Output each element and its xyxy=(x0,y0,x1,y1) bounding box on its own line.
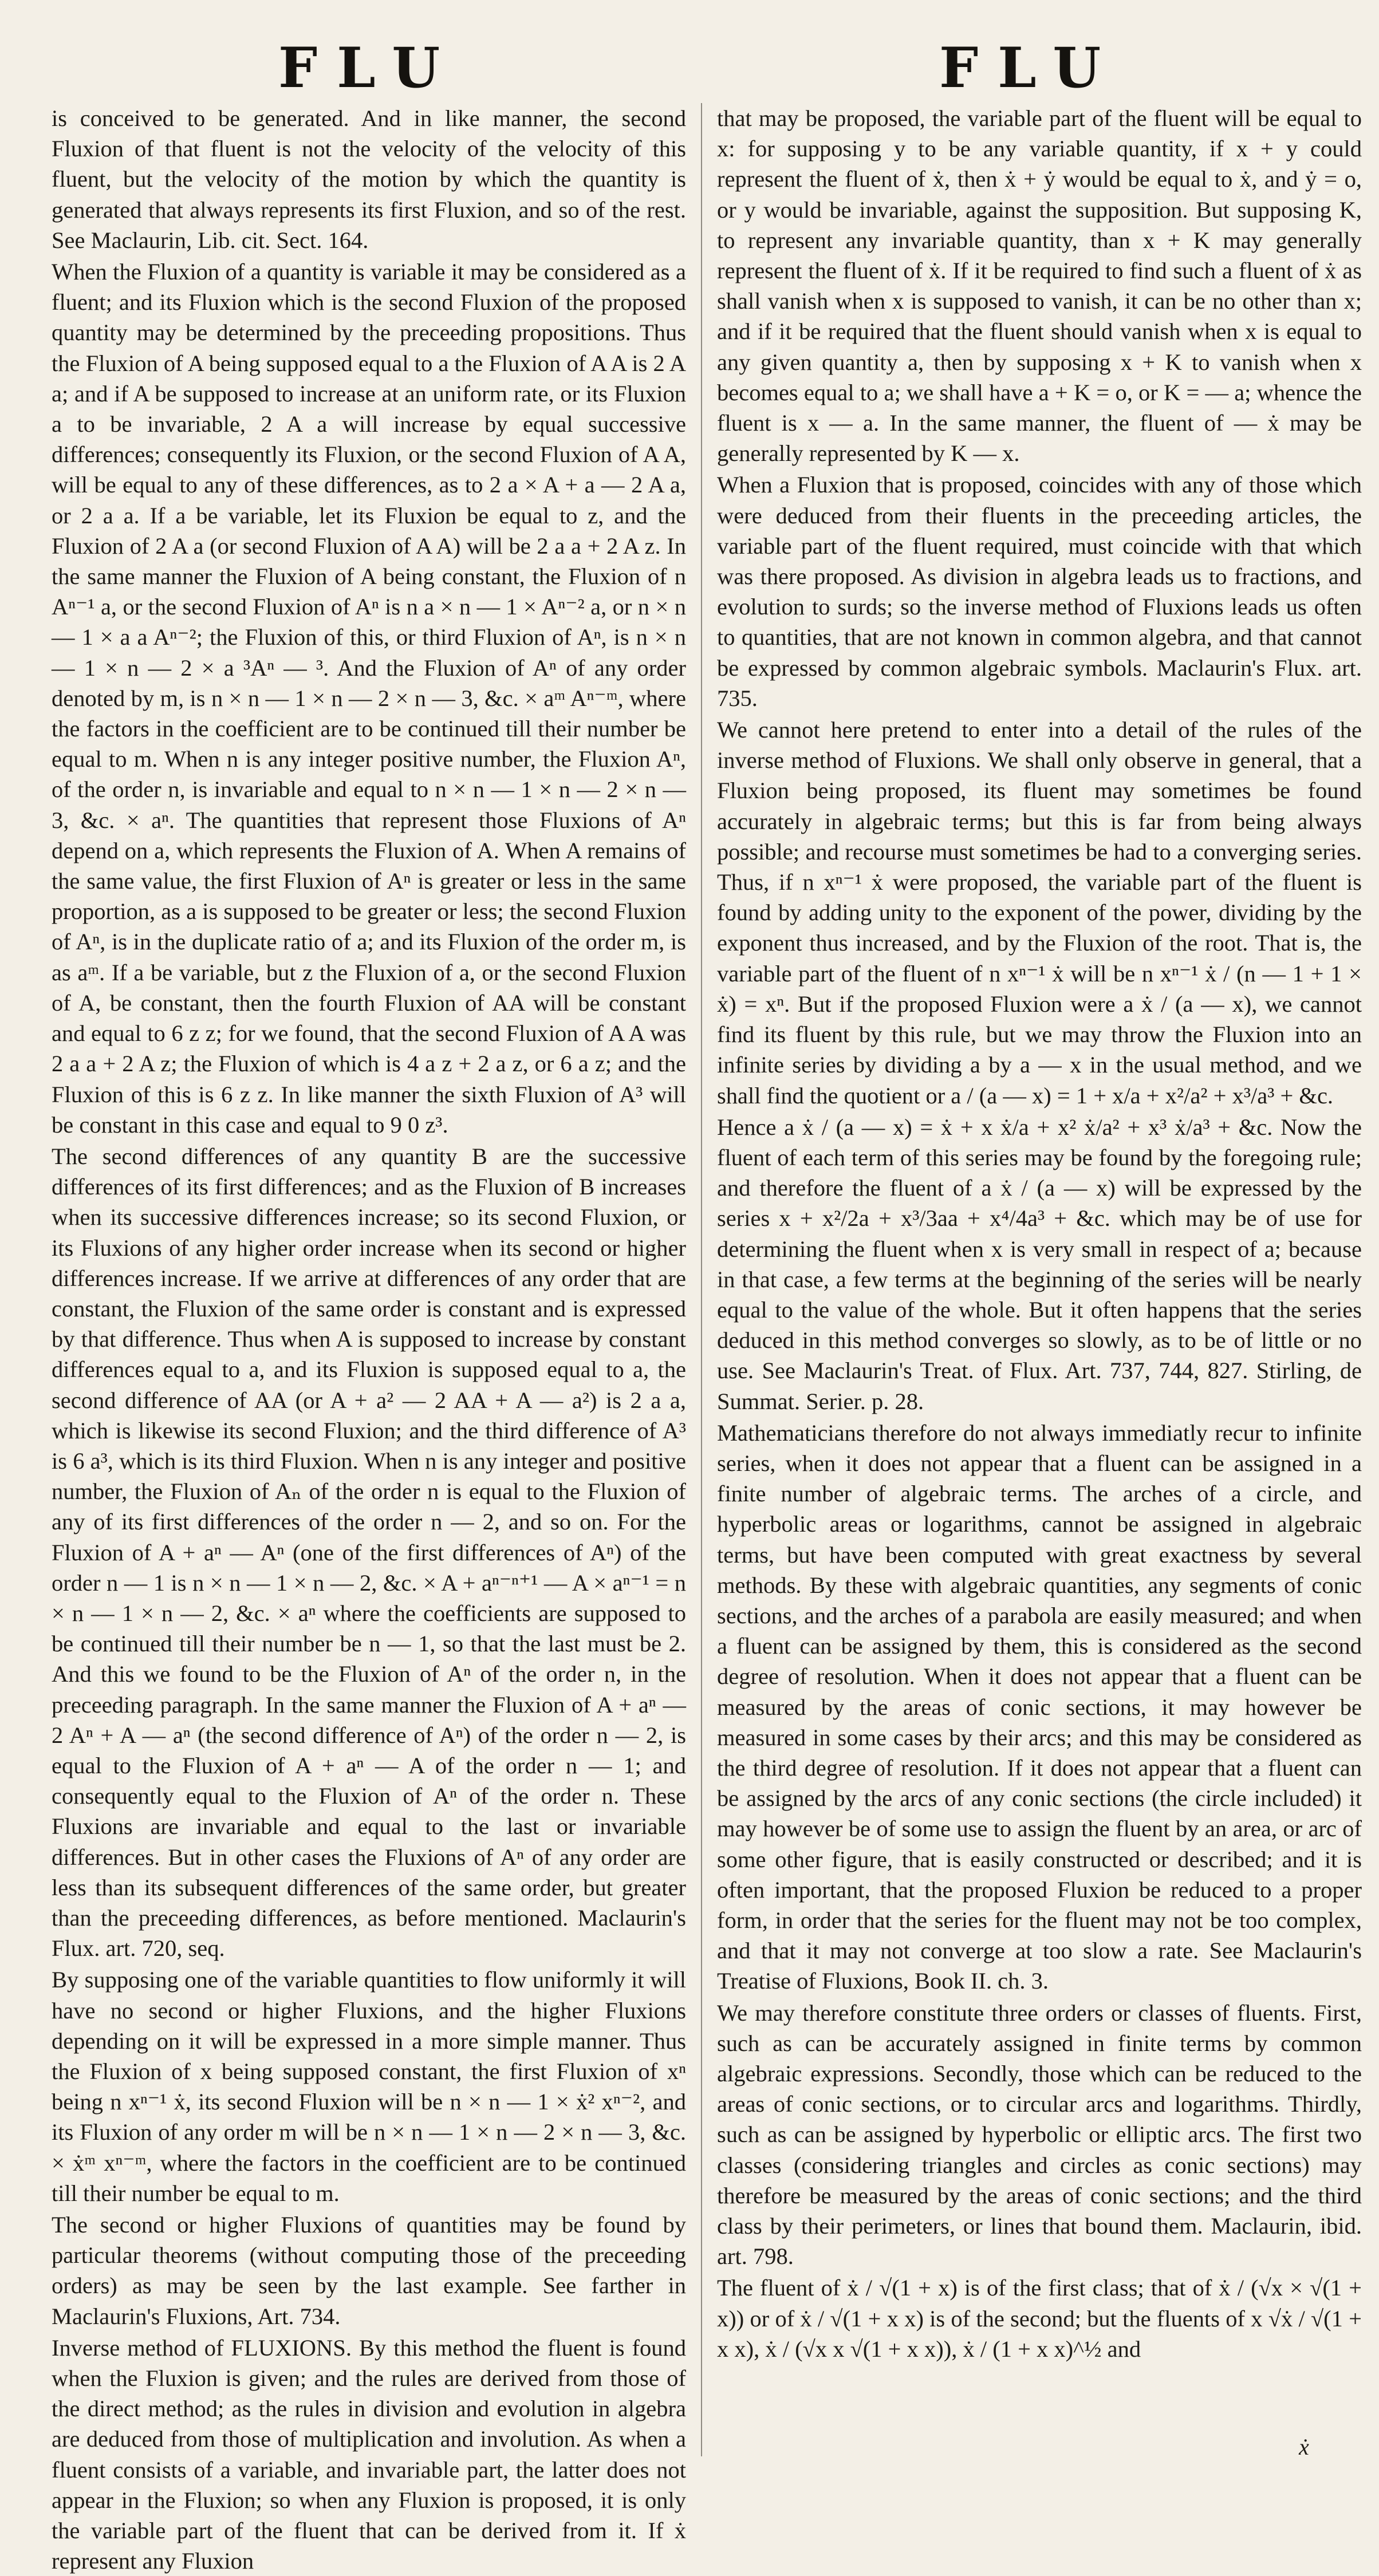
paragraph: that may be proposed, the variable part of the fluent will be equal to x: for supposing y to be any variable quantity, if x + y could represent the fluent of ẋ, then ẋ + ẏ would be equal to ẋ, and ẏ = o, or y would be invariable, against the supposition. But supposing K, to represent any invariable quantity, than x + K may generally represent the fluent of ẋ. If it be required to find such a fluent of ẋ as shall vanish when x is supposed to vanish, it can be no other than x; and if it be required that the fluent should vanish when x is equal to any given quantity a, then by supposing x + K to vanish when x becomes equal to a; we shall have a + K = o, or K = — a; whence the fluent is x — a. In the same manner, the fluent of — ẋ may be generally represented by K — x. xyxy=(717,105,1362,467)
column-divider xyxy=(701,103,702,2456)
paragraph: Inverse method of FLUXIONS. By this method the fluent is found when the Fluxion is given; and the rules are derived from those of the direct method; as the rules in division and evolution in algebra are deduced from those of multiplication and involution. As when a fluent consists of a variable, and invariable part, the latter does not appear in the Fluxion; so when any Fluxion is proposed, it is only the variable part of the fluent that can be derived from it. If ẋ represent any Fluxion xyxy=(52,2334,686,2574)
paragraph: is conceived to be generated. And in like manner, the second Fluxion of that fluent is not the velocity of the velocity of this fluent, but the velocity of the motion by which the quantity is generated that always represents its first Fluxion, and so of the rest. See Maclaurin, Lib. cit. Sect. 164. xyxy=(52,105,686,253)
paragraph: When a Fluxion that is proposed, coincides with any of those which were deduced from their fluents in the preceeding articles, the variable part of the fluent required, must coincide with that which was there proposed. As division in algebra leads us to fractions, and evolution to surds; so the inverse method of Fluxions leads us often to quantities, that are not known in common algebra, and that cannot be expressed by common algebraic symbols. Maclaurin's Flux. art. 735. xyxy=(717,472,1362,711)
running-head-right: FLU xyxy=(939,35,1121,100)
paragraph: The second or higher Fluxions of quantities may be found by particular theorems (without computing those of the preceeding orders) as may be seen by the last example. See farther in Maclaurin's Fluxions, Art. 734. xyxy=(52,2212,686,2329)
paragraph: The fluent of ẋ / √(1 + x) is of the first class; that of ẋ / (√x × √(1 + x)) or of ẋ / √(1 + x x) is of the second; but the fluents of x √ẋ / √(1 + x x), ẋ / (√x x √(1 + x x)), ẋ / (1 + x x)^½ and xyxy=(717,2275,1362,2362)
paragraph: Mathematicians therefore do not always immediatly recur to infinite series, when it does not appear that a fluent can be assigned in a finite number of algebraic terms. The arches of a circle, and hyperbolic areas or logarithms, cannot be assigned in algebraic terms, but have been computed with great exactness by several methods. By these with algebraic quantities, any segments of conic sections, and the arches of a parabola are easily measured; and when a fluent can be assigned by them, this is considered as the second degree of resolution. When it does not appear that a fluent can be measured by the areas of conic sections, it may however be measured in some cases by their arcs; and this may be considered as the third degree of resolution. If it does not appear that a fluent can be assigned by the arcs of any conic sections (the circle included) it may however be of some use to assign the fluent by an area, or arc of some other figure, that is easily constructed or described; and it is often important, that the proposed Fluxion be reduced to a proper form, in order that the series for the fluent may not be too complex, and that it may not converge at too slow a rate. See Maclaurin's Treatise of Fluxions, Book II. ch. 3. xyxy=(717,1419,1362,1994)
paragraph: We cannot here pretend to enter into a detail of the rules of the inverse method of Fluxions. We shall only observe in general, that a Fluxion being proposed, its fluent may sometimes be found accurately in algebraic terms; but this is far from being always possible; and recourse must sometimes be had to a converging series. Thus, if n xⁿ⁻¹ ẋ were proposed, the variable part of the fluent is found by adding unity to the exponent of the power, dividing by the exponent thus increased, and by the Fluxion of the root. That is, the variable part of the fluent of n xⁿ⁻¹ ẋ will be n xⁿ⁻¹ ẋ / (n — 1 + 1 × ẋ) = xⁿ. But if the proposed Fluxion were a ẋ / (a — x), we cannot find its fluent by this rule, but we may throw the Fluxion into an infinite series by dividing a by a — x in the usual method, and we shall find the quotient or a / (a — x) = 1 + x/a + x²/a² + x³/a³ + &c. xyxy=(717,717,1362,1108)
right-column xyxy=(717,103,1362,2445)
paragraph: Hence a ẋ / (a — x) = ẋ + x ẋ/a + x² ẋ/a² + x³ ẋ/a³ + &c. Now the fluent of each term of this series may be found by the foregoing rule; and therefore the fluent of a ẋ / (a — x) will be expressed by the series x + x²/2a + x³/3aa + x⁴/4a³ + &c. which may be of use for determining the fluent when x is very small in respect of a; because in that case, a few terms at the beginning of the series will be nearly equal to the value of the whole. But it often happens that the series deduced in this method converges so slowly, as to be of little or no use. See Maclaurin's Treat. of Flux. Art. 737, 744, 827. Stirling, de Summat. Serier. p. 28. xyxy=(717,1114,1362,1414)
running-head-left: FLU xyxy=(278,35,460,100)
paragraph: When the Fluxion of a quantity is variable it may be considered as a fluent; and its Fluxion which is the second Fluxion of the proposed quantity may be determined by the preceeding propositions. Thus the Fluxion of A being supposed equal to a the Fluxion of A A is 2 A a; and if A be supposed to increase at an uniform rate, or its Fluxion a to be invariable, 2 A a will increase by equal successive differences; consequently its Fluxion, or the second Fluxion of A A, will be equal to any of these differences, as to 2 a × A + a — 2 A a, or 2 a a. If a be variable, let its Fluxion be equal to z, and the Fluxion of 2 A a (or second Fluxion of A A) will be 2 a a + 2 A z. In the same manner the Fluxion of A being constant, the Fluxion of n Aⁿ⁻¹ a, or the second Fluxion of Aⁿ is n a × n — 1 × Aⁿ⁻² a, or n × n — 1 × a a Aⁿ⁻²; the Fluxion of this, or third Fluxion of Aⁿ, is n × n — 1 × n — 2 × a ³Aⁿ — ³. And the Fluxion of Aⁿ of any order denoted by m, is n × n — 1 × n — 2 × n — 3, &c. × aᵐ Aⁿ⁻ᵐ, where the factors in the coefficient are to be continued till their number be equal to m. When n is any integer positive number, the Fluxion Aⁿ, of the order n, is invariable and equal to n × n — 1 × n — 2 × n — 3, &c. × aⁿ. The quantities that represent those Fluxions of Aⁿ depend on a, which represents the Fluxion of A. When A remains of the same value, the first Fluxion of Aⁿ is greater or less in the same proportion, as a is supposed to be greater or less; the second Fluxion of Aⁿ, is in the duplicate ratio of a; and its Fluxion of the order m, is as aᵐ. If a be variable, but z the Fluxion of a, or the second Fluxion of A, be constant, then the fourth Fluxion of AA will be constant and equal to 6 z z; for we found, that the second Fluxion of A A was 2 a a + 2 A z; the Fluxion of which is 4 a z + 2 a z, or 6 a z; and the Fluxion of this is 6 z z. In like manner the sixth Fluxion of A³ will be constant in this case and equal to 9 0 z³. xyxy=(52,259,686,1138)
catchword: ẋ xyxy=(1299,2434,1309,2460)
left-column xyxy=(52,103,686,2574)
paragraph: The second differences of any quantity B are the successive differences of its first differences; and as the Fluxion of B increases when its successive differences increase; so its second Fluxion, or its Fluxions of any higher order increase when its second or higher differences increase. If we arrive at differences of any order that are constant, the Fluxion of the same order is constant and is expressed by that difference. Thus when A is supposed to increase by constant differences equal to a, and its Fluxion is supposed equal to a, the second difference of AA (or A + a² — 2 AA + A — a²) is 2 a a, which is likewise its second Fluxion; and the third difference of A³ is 6 a³, which is its third Fluxion. When n is any integer and positive number, the Fluxion of Aₙ of the order n is equal to the Fluxion of any of its first differences of the order n — 2, and so on. For the Fluxion of A + aⁿ — Aⁿ (one of the first differences of Aⁿ) of the order n — 1 is n × n — 1 × n — 2, &c. × A + aⁿ⁻ⁿ⁺¹ — A × aⁿ⁻¹ = n × n — 1 × n — 2, &c. × aⁿ where the coefficients are supposed to be continued till their number be n — 1, so that the last must be 2. And this we found to be the Fluxion of Aⁿ of the order n, in the preceeding paragraph. In the same manner the Fluxion of A + aⁿ — 2 Aⁿ + A — aⁿ (the second difference of Aⁿ) of the order n — 2, is equal to the Fluxion of A + aⁿ — A of the order n — 1; and consequently equal to the Fluxion of Aⁿ of the order n. These Fluxions are invariable and equal to the last or invariable differences. But in other cases the Fluxions of Aⁿ of any order are less than its subsequent differences of the same order, but greater than the preceeding differences, as before mentioned. Maclaurin's Flux. art. 720, seq. xyxy=(52,1143,686,1962)
paragraph: By supposing one of the variable quantities to flow uniformly it will have no second or higher Fluxions, and the higher Fluxions depending on it will be expressed in a more simple manner. Thus the Fluxion of x being supposed constant, the first Fluxion of xⁿ being n xⁿ⁻¹ ẋ, its second Fluxion will be n × n — 1 × ẋ² xⁿ⁻², and its Fluxion of any order m will be n × n — 1 × n — 2 × n — 3, &c. × ẋᵐ xⁿ⁻ᵐ, where the factors in the coefficient are to be continued till their number be equal to m. xyxy=(52,1967,686,2206)
paragraph: We may therefore constitute three orders or classes of fluents. First, such as can be accurately assigned in finite terms by common algebraic expressions. Secondly, those which can be reduced to the areas of conic sections, or to circular arcs and logarithms. Thirdly, such as can be assigned by hyperbolic or elliptic arcs. The first two classes (considering triangles and circles as conic sections) may therefore be measured by the areas of conic sections; and the third class by their perimeters, or lines that bound them. Maclaurin, ibid. art. 798. xyxy=(717,1999,1362,2270)
